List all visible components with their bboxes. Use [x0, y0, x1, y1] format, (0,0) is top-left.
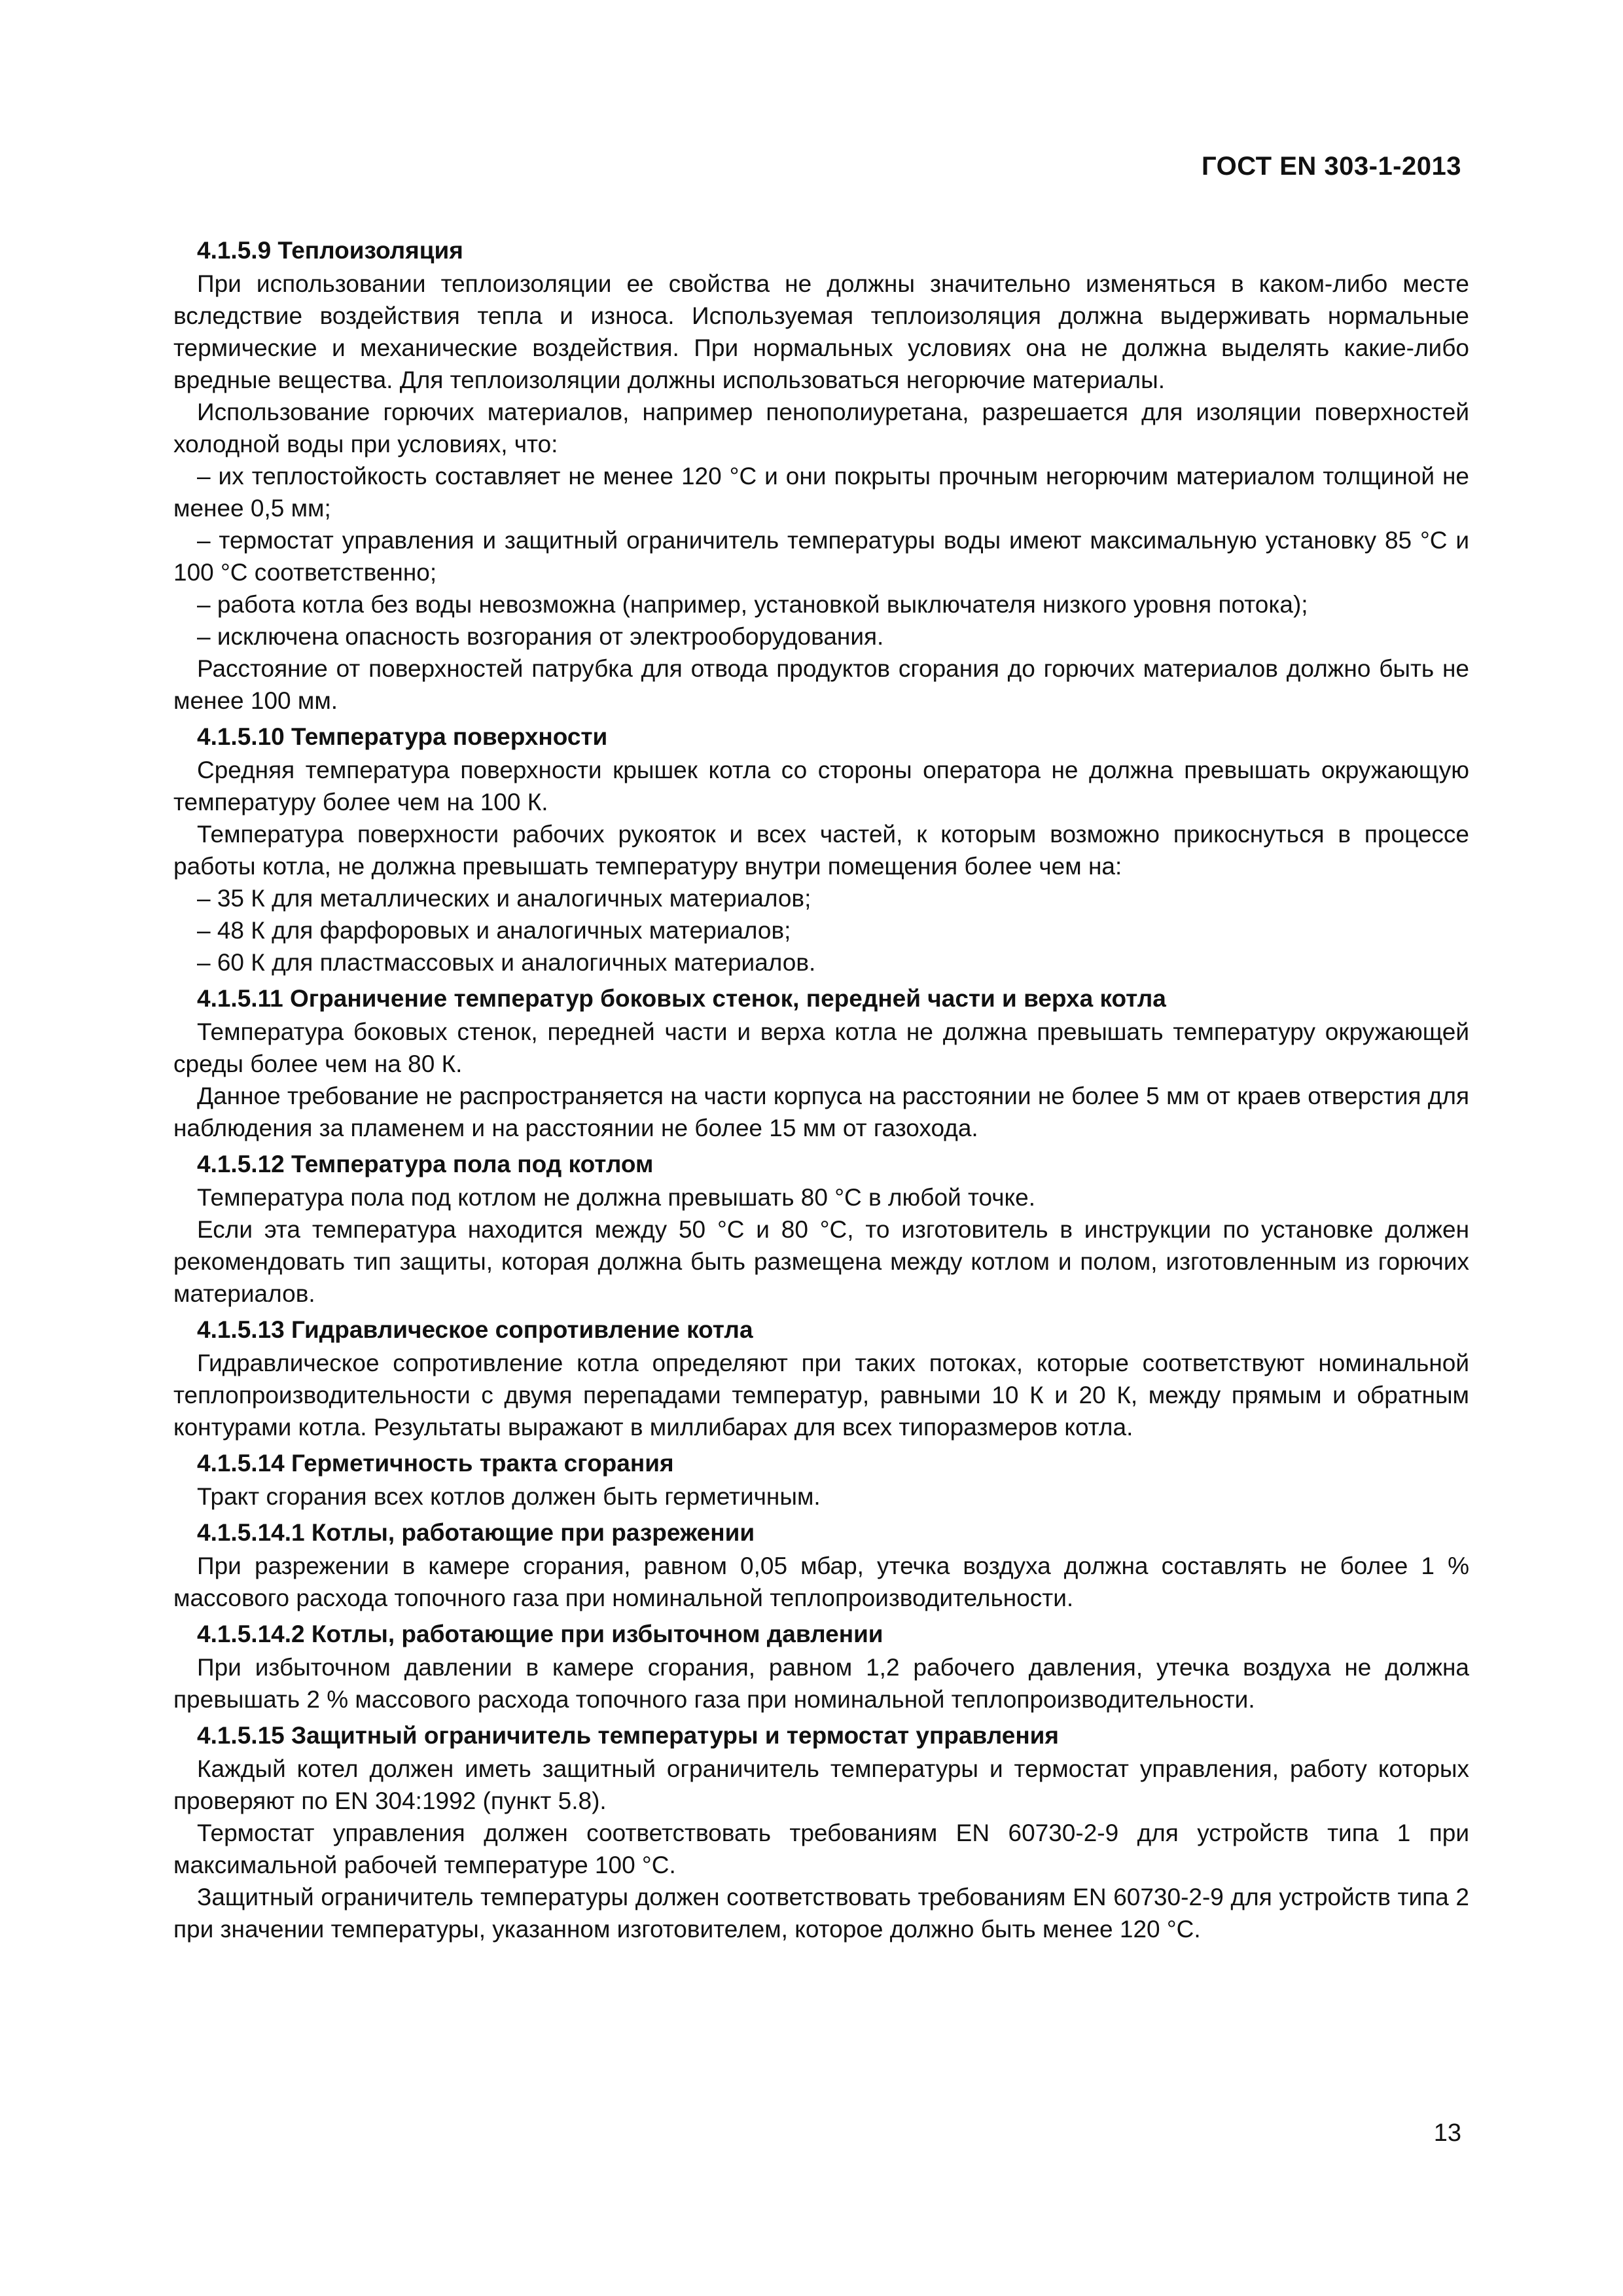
document-code: ГОСТ EN 303-1-2013	[1202, 152, 1461, 181]
section-heading: 4.1.5.14.2 Котлы, работающие при избыточном давлении	[197, 1621, 883, 1647]
paragraph: – исключена опасность возгорания от электрооборудования.	[197, 623, 884, 650]
paragraph: Тракт сгорания всех котлов должен быть герметичным.	[197, 1483, 821, 1510]
page-number: 13	[1433, 2119, 1461, 2147]
paragraph: При использовании теплоизоляции ее свойства не должны значительно изменяться в каком-либо месте вследствие воздействия тепла и износа. Используемая теплоизоляция должна выдерживать нормальные термические и механические воздействия. При нормальных условиях она не должна выделять какие-либо вредные вещества. Для теплоизоляции должны использоваться негорючие материалы.	[173, 270, 1469, 393]
paragraph: – их теплостойкость составляет не менее 120 °С и они покрыты прочным негорючим материалом толщиной не менее 0,5 мм;	[173, 463, 1469, 522]
paragraph: Гидравлическое сопротивление котла определяют при таких потоках, которые соответствуют номинальной теплопроизводительности с двумя перепадами температур, равными 10 К и 20 К, между прямым и обратным контурами котла. Результаты выражают в миллибарах для всех типоразмеров котла.	[173, 1350, 1469, 1441]
paragraph: Расстояние от поверхностей патрубка для отвода продуктов сгорания до горючих материалов должно быть не менее 100 мм.	[173, 655, 1469, 714]
section-heading: 4.1.5.15 Защитный ограничитель температуры и термостат управления	[197, 1722, 1060, 1749]
paragraph: – 48 К для фарфоровых и аналогичных материалов;	[197, 917, 791, 944]
document-body	[173, 230, 1469, 1945]
section-heading: 4.1.5.11 Ограничение температур боковых стенок, передней части и верха котла	[197, 985, 1166, 1012]
section-heading: 4.1.5.14 Герметичность тракта сгорания	[197, 1450, 674, 1477]
paragraph: Термостат управления должен соответствовать требованиям EN 60730-2-9 для устройств типа 1 при максимальной рабочей температуре 100 °С.	[173, 1820, 1469, 1878]
paragraph: Если эта температура находится между 50 °С и 80 °С, то изготовитель в инструкции по установке должен рекомендовать тип защиты, которая должна быть размещена между котлом и полом, изготовленным из горючих материалов.	[173, 1216, 1469, 1307]
paragraph: – 35 К для металлических и аналогичных материалов;	[197, 885, 812, 912]
section-heading: 4.1.5.12 Температура пола под котлом	[197, 1151, 654, 1177]
section-heading: 4.1.5.14.1 Котлы, работающие при разрежении	[197, 1519, 755, 1546]
paragraph: Каждый котел должен иметь защитный ограничитель температуры и термостат управления, работу которых проверяют по EN 304:1992 (пункт 5.8).	[173, 1755, 1469, 1814]
paragraph: Защитный ограничитель температуры должен соответствовать требованиям EN 60730-2-9 для устройств типа 2 при значении температуры, указанном изготовителем, которое должно быть менее 120 °С.	[173, 1884, 1469, 1943]
paragraph: Температура поверхности рабочих рукояток и всех частей, к которым возможно прикоснуться в процессе работы котла, не должна превышать температуру внутри помещения более чем на:	[173, 821, 1469, 880]
section-heading: 4.1.5.10 Температура поверхности	[197, 723, 608, 750]
paragraph: Средняя температура поверхности крышек котла со стороны оператора не должна превышать окружающую температуру более чем на 100 К.	[173, 757, 1469, 816]
paragraph: – термостат управления и защитный ограничитель температуры воды имеют максимальную установку 85 °С и 100 °С соответственно;	[173, 527, 1469, 586]
paragraph: При разрежении в камере сгорания, равном 0,05 мбар, утечка воздуха должна составлять не более 1 % массового расхода топочного газа при номинальной теплопроизводительности.	[173, 1552, 1469, 1611]
section-heading: 4.1.5.13 Гидравлическое сопротивление котла	[197, 1316, 753, 1343]
paragraph: – работа котла без воды невозможна (например, установкой выключателя низкого уровня потока);	[197, 591, 1308, 618]
paragraph: – 60 К для пластмассовых и аналогичных материалов.	[197, 949, 816, 976]
paragraph: Данное требование не распространяется на части корпуса на расстоянии не более 5 мм от краев отверстия для наблюдения за пламенем и на расстоянии не более 15 мм от газохода.	[173, 1083, 1469, 1141]
paragraph: Использование горючих материалов, например пенополиуретана, разрешается для изоляции поверхностей холодной воды при условиях, что:	[173, 399, 1469, 457]
paragraph: При избыточном давлении в камере сгорания, равном 1,2 рабочего давления, утечка воздуха не должна превышать 2 % массового расхода топочного газа при номинальной теплопроизводительности.	[173, 1654, 1469, 1713]
section-heading: 4.1.5.9 Теплоизоляция	[197, 237, 463, 264]
paragraph: Температура пола под котлом не должна превышать 80 °С в любой точке.	[197, 1184, 1036, 1211]
paragraph: Температура боковых стенок, передней части и верха котла не должна превышать температуру окружающей среды более чем на 80 К.	[173, 1018, 1469, 1077]
